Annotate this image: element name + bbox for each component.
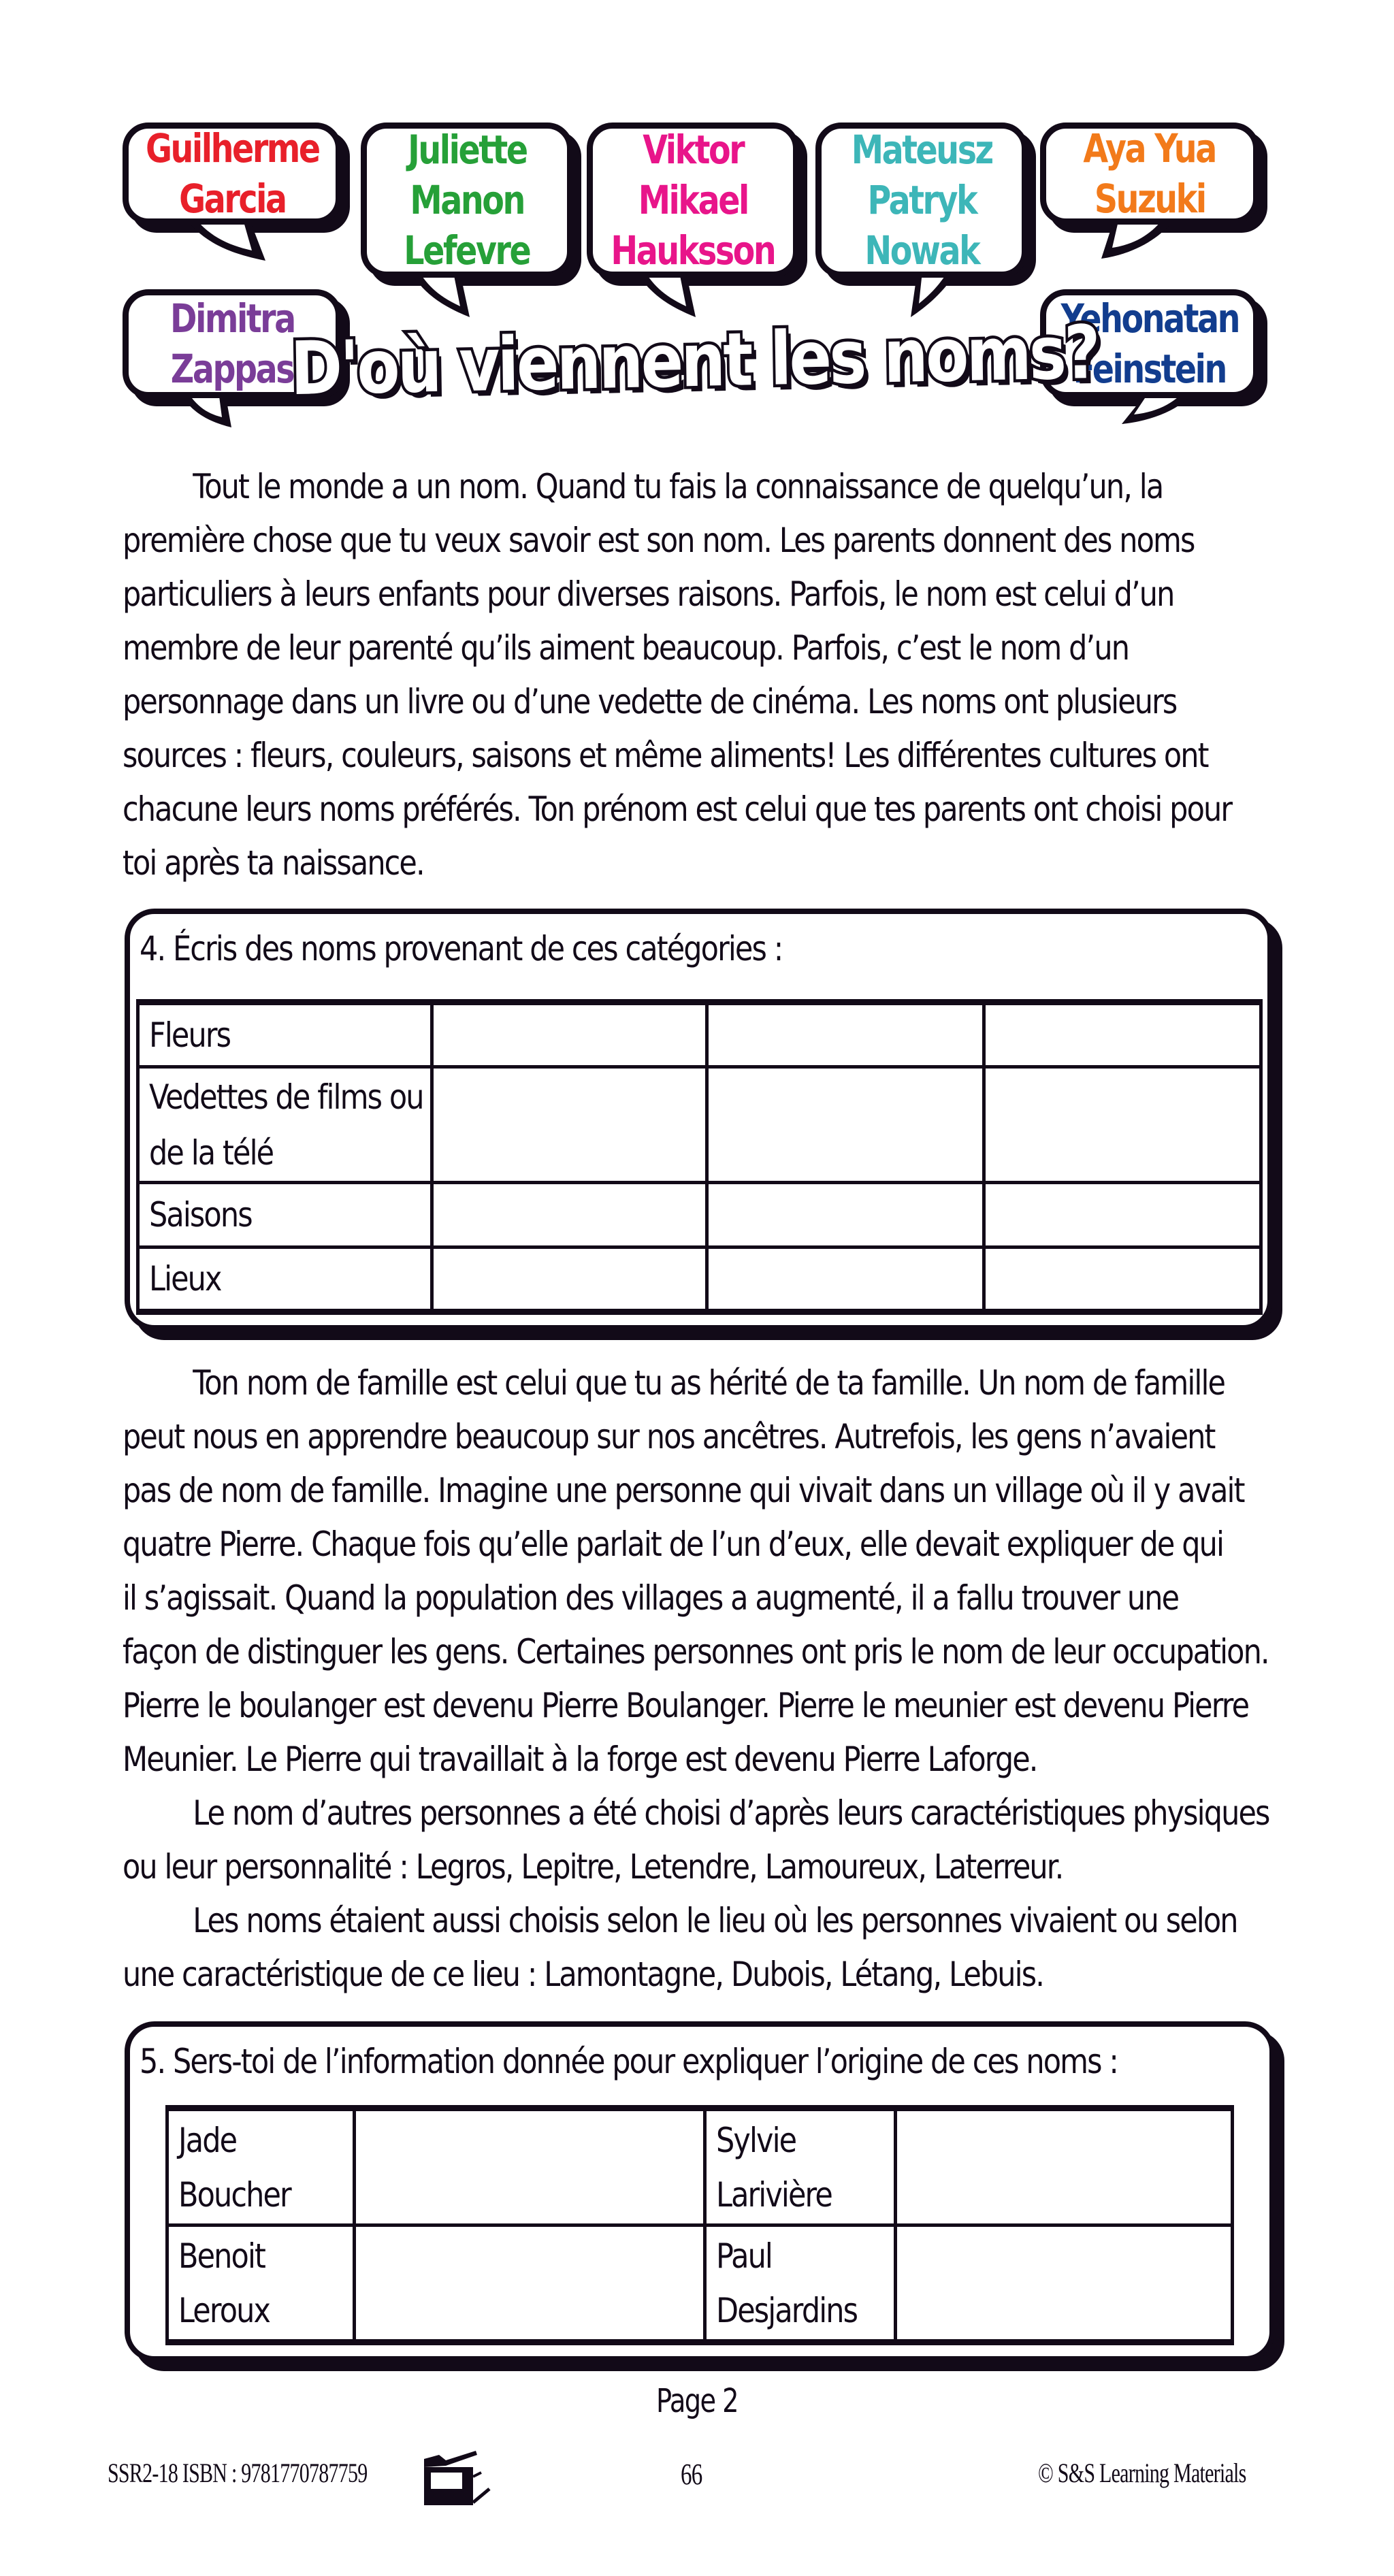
surnames-line: Meunier. Le Pierre qui travaillait à la forge est devenu Pierre Laforge. bbox=[123, 1740, 1037, 1779]
table-row-saisons bbox=[138, 1183, 1261, 1248]
bubble-first-name: Dimitra bbox=[169, 295, 295, 342]
answer-cell[interactable] bbox=[984, 1067, 1261, 1183]
origin-answer-cell[interactable] bbox=[355, 2108, 705, 2226]
surnames-line: quatre Pierre. Chaque fois qu’elle parlait de l’un d’eux, elle devait expliquer de qui bbox=[123, 1525, 1224, 1564]
intro-line: toi après ta naissance. bbox=[123, 843, 424, 883]
page-title-text: D'où viennent les noms? bbox=[289, 310, 1099, 412]
intro-line: première chose que tu veux savoir est son nom. Les parents donnent des noms bbox=[123, 521, 1195, 560]
intro-line: particuliers à leurs enfants pour diverses raisons. Parfois, le nom est celui d’un bbox=[123, 574, 1174, 614]
answer-cell[interactable] bbox=[984, 1002, 1261, 1067]
bubble-first-name: Mateusz bbox=[851, 127, 992, 173]
surnames-line: Ton nom de famille est celui que tu as hérité de ta famille. Un nom de famille bbox=[193, 1363, 1225, 1403]
surnames-line: Le nom d’autres personnes a été choisi d’après leurs caractéristiques physiques bbox=[193, 1793, 1269, 1833]
answer-cell[interactable] bbox=[707, 1248, 984, 1312]
origin-answer-cell[interactable] bbox=[355, 2226, 705, 2343]
question-4-prompt: 4. Écris des noms provenant de ces catégories : bbox=[140, 929, 783, 968]
intro-paragraph bbox=[123, 460, 1293, 890]
table-row-vedettes bbox=[138, 1067, 1261, 1183]
table-row bbox=[167, 2226, 1233, 2343]
question-5-prompt: 5. Sers-toi de l’information donnée pour expliquer l’origine de ces noms : bbox=[140, 2042, 1118, 2081]
bubble-last-name: Lefevre bbox=[404, 227, 530, 274]
name-bubble-juliette-manon-lefevre bbox=[361, 123, 573, 278]
surnames-line: pas de nom de famille. Imagine une personne qui vivait dans un village où il y avait bbox=[123, 1471, 1244, 1510]
intro-line: Tout le monde a un nom. Quand tu fais la connaissance de quelqu’un, la bbox=[193, 467, 1163, 506]
name-bubble-viktor-mikael-hauksson bbox=[587, 123, 799, 278]
intro-line: membre de leur parenté qu’ils aiment beaucoup. Parfois, c’est le nom d’un bbox=[123, 628, 1129, 668]
intro-line: sources : fleurs, couleurs, saisons et même aliments! Les différentes cultures ont bbox=[123, 736, 1208, 775]
bubble-last-name: Garcia bbox=[178, 176, 286, 222]
answer-cell[interactable] bbox=[432, 1002, 707, 1067]
category-label: Vedettes de films ou de la télé bbox=[138, 1067, 432, 1183]
bubble-last-name: Zappas bbox=[170, 346, 294, 392]
bubble-middle-name: Manon bbox=[410, 177, 524, 223]
bubble-middle-name: Mikael bbox=[638, 177, 748, 223]
bubble-middle-name: Patryk bbox=[867, 177, 976, 223]
bubble-first-name: Juliette bbox=[407, 127, 527, 173]
table-row-fleurs bbox=[138, 1002, 1261, 1067]
origin-answer-cell[interactable] bbox=[896, 2108, 1233, 2226]
bubble-last-name: Nowak bbox=[864, 227, 979, 274]
surnames-line: ou leur personnalité : Legros, Lepitre, Letendre, Lamoureux, Laterreur. bbox=[123, 1847, 1063, 1887]
answer-cell[interactable] bbox=[707, 1067, 984, 1183]
copyright: © S&S Learning Materials bbox=[1038, 2458, 1246, 2488]
intro-line: chacune leurs noms préférés. Ton prénom est celui que tes parents ont choisi pour bbox=[123, 789, 1232, 829]
category-label: Lieux bbox=[138, 1248, 432, 1312]
surnames-line: peut nous en apprendre beaucoup sur nos ancêtres. Autrefois, les gens n’avaient bbox=[123, 1417, 1215, 1456]
surnames-line: façon de distinguer les gens. Certaines personnes ont pris le nom de leur occupation. bbox=[123, 1632, 1269, 1672]
answer-cell[interactable] bbox=[984, 1183, 1261, 1248]
person-name: Benoit Leroux bbox=[167, 2226, 355, 2343]
bubble-last-name: Feinstein bbox=[1073, 346, 1227, 392]
name-bubble-guilherme-garcia bbox=[123, 123, 342, 225]
answer-cell[interactable] bbox=[432, 1248, 707, 1312]
photocopier-icon bbox=[419, 2447, 493, 2508]
bubble-last-name: Hauksson bbox=[611, 227, 775, 274]
answer-cell[interactable] bbox=[707, 1002, 984, 1067]
question-5-table bbox=[165, 2105, 1234, 2345]
bubble-last-name: Suzuki bbox=[1094, 176, 1205, 222]
question-4-table bbox=[136, 999, 1263, 1315]
name-bubble-mateusz-patryk-nowak bbox=[815, 123, 1028, 278]
table-row bbox=[167, 2108, 1233, 2226]
table-row-lieux bbox=[138, 1248, 1261, 1312]
bubble-first-name: Viktor bbox=[642, 127, 744, 173]
intro-line: personnage dans un livre ou d’une vedette de cinéma. Les noms ont plusieurs bbox=[123, 682, 1177, 721]
answer-cell[interactable] bbox=[984, 1248, 1261, 1312]
origin-answer-cell[interactable] bbox=[896, 2226, 1233, 2343]
page-number: 66 bbox=[681, 2458, 702, 2491]
category-label: Saisons bbox=[138, 1183, 432, 1248]
surnames-line: une caractéristique de ce lieu : Lamontagne, Dubois, Létang, Lebuis. bbox=[123, 1955, 1044, 1994]
answer-cell[interactable] bbox=[432, 1183, 707, 1248]
answer-cell[interactable] bbox=[432, 1067, 707, 1183]
page-title bbox=[289, 310, 1099, 412]
bubble-first-name: Guilherme bbox=[145, 125, 319, 172]
surnames-line: Les noms étaient aussi choisis selon le lieu où les personnes vivaient ou selon bbox=[193, 1901, 1237, 1940]
answer-cell[interactable] bbox=[707, 1183, 984, 1248]
person-name: Paul Desjardins bbox=[705, 2226, 896, 2343]
footer-code-isbn: SSR2-18 ISBN : 9781770787759 bbox=[108, 2458, 368, 2488]
person-name: Sylvie Larivière bbox=[705, 2108, 896, 2226]
name-bubble-aya-yua-suzuki bbox=[1040, 123, 1259, 225]
person-name: Jade Boucher bbox=[167, 2108, 355, 2226]
category-label: Fleurs bbox=[138, 1002, 432, 1067]
bubble-first-name: Yehonatan bbox=[1060, 295, 1239, 342]
surnames-line: il s’agissait. Quand la population des villages a augmenté, il a fallu trouver une bbox=[123, 1578, 1179, 1618]
surnames-paragraph bbox=[123, 1356, 1293, 2002]
surnames-line: Pierre le boulanger est devenu Pierre Boulanger. Pierre le meunier est devenu Pierre bbox=[123, 1686, 1249, 1725]
page-label: Page 2 bbox=[656, 2382, 738, 2420]
bubble-first-name: Aya Yua bbox=[1083, 125, 1216, 172]
